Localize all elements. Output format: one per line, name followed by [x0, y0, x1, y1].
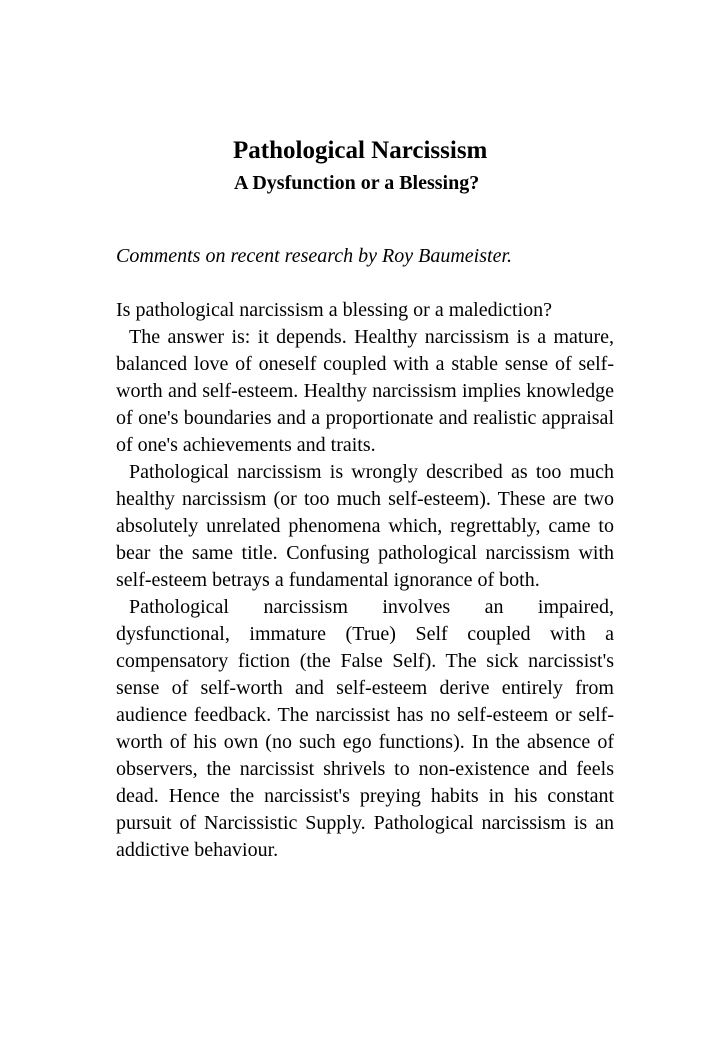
document-title: Pathological Narcissism	[233, 137, 488, 164]
body-paragraph: Pathological narcissism involves an impaired, dysfunctional, immature (True) Self coupled with a compensatory fiction (the False Self). The sick narcissist's sense of self-worth and self-esteem derive entirely from audience feedback. The narcissist has no self-esteem or self-worth of his own (no such ego functions). In the absence of observers, the narcissist shrivels to non-existence and feels dead. Hence the narcissist's preying habits in his constant pursuit of Narcissistic Supply. Pathological narcissism is an addictive behaviour.	[116, 596, 614, 861]
body-paragraph: Pathological narcissism is wrongly described as too much healthy narcissism (or too much self-esteem). These are two absolutely unrelated phenomena which, regrettably, came to bear the same title. Confusing pathological narcissism with self-esteem betrays a fundamental ignorance of both.	[116, 461, 614, 591]
body-paragraph: The answer is: it depends. Healthy narcissism is a mature, balanced love of oneself coupled with a stable sense of self-worth and self-esteem. Healthy narcissism implies knowledge of one's boundaries and a proportionate and realistic appraisal of one's achievements and traits.	[116, 326, 614, 456]
document-page	[116, 134, 614, 864]
opening-question: Is pathological narcissism a blessing or a malediction?	[116, 299, 552, 321]
intro-line: Comments on recent research by Roy Baumeister.	[116, 245, 513, 267]
title-block	[116, 134, 614, 198]
document-subtitle: A Dysfunction or a Blessing?	[234, 172, 480, 194]
